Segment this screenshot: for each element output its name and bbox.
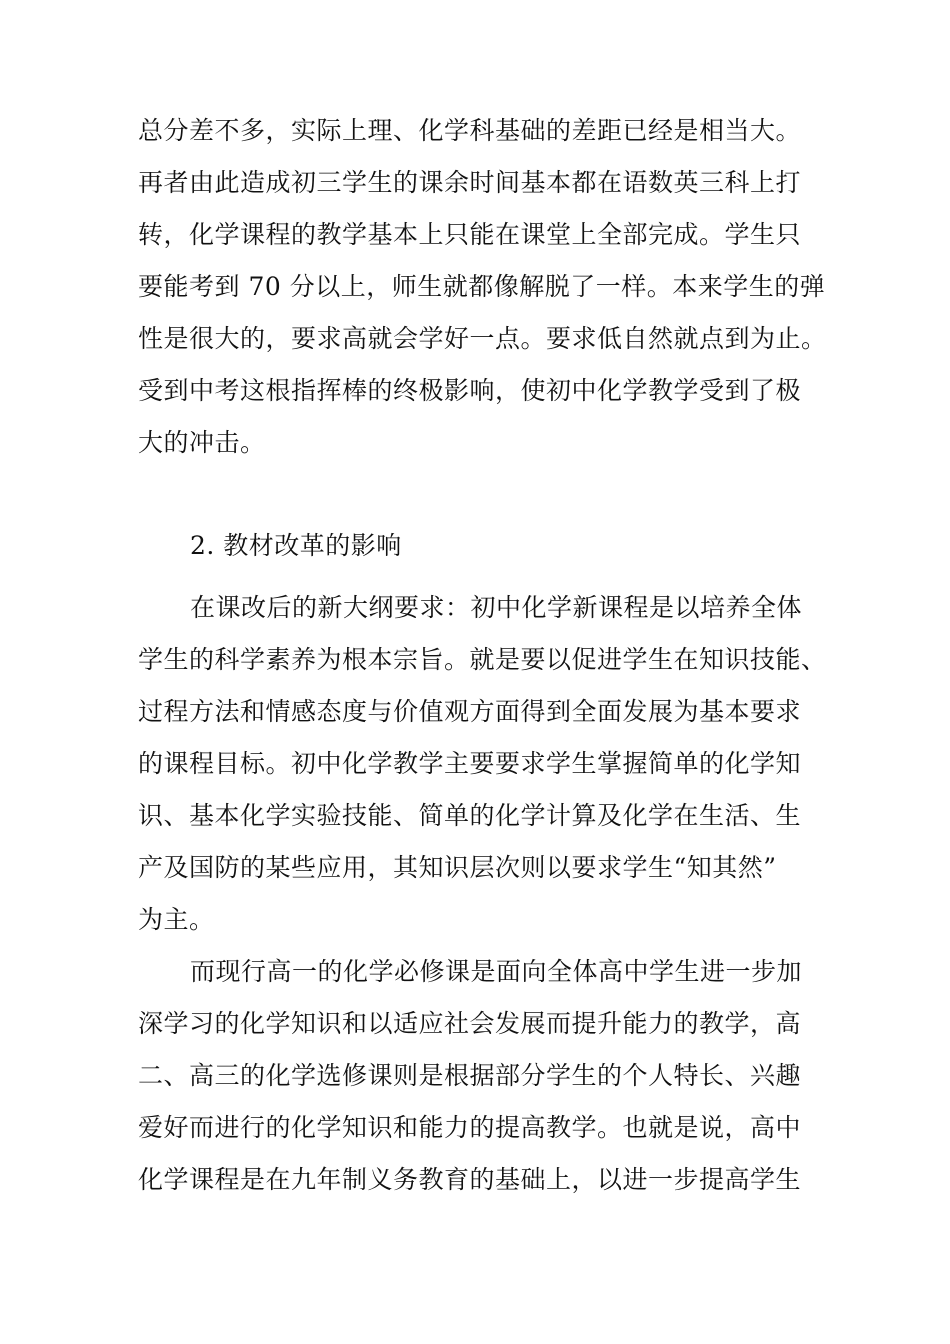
text-line: 的课程目标。初中化学教学主要要求学生掌握简单的化学知 (138, 749, 802, 778)
text-line: 深学习的化学知识和以适应社会发展而提升能力的教学，高 (138, 1009, 802, 1038)
text-line: 要能考到 70 分以上，师生就都像解脱了一样。本来学生的弹 (138, 272, 826, 301)
section-heading: 2. 教材改革的影响 (190, 531, 402, 560)
text-line: 为主。 (138, 905, 215, 934)
text-line: 学生的科学素养为根本宗旨。就是要以促进学生在知识技能、 (138, 645, 827, 674)
text-line: 性是很大的，要求高就会学好一点。要求低自然就点到为止。 (138, 324, 827, 353)
text-line: 总分差不多，实际上理、化学科基础的差距已经是相当大。 (138, 116, 802, 145)
text-line: 再者由此造成初三学生的课余时间基本都在语数英三科上打 (138, 168, 802, 197)
text-line: 过程方法和情感态度与价值观方面得到全面发展为基本要求 (138, 697, 802, 726)
text-line: 二、高三的化学选修课则是根据部分学生的个人特长、兴趣 (138, 1061, 802, 1090)
text-line: 产及国防的某些应用，其知识层次则以要求学生“知其然” (138, 853, 777, 882)
text-line: 转，化学课程的教学基本上只能在课堂上全部完成。学生只 (138, 220, 802, 249)
text-line: 爱好而进行的化学知识和能力的提高教学。也就是说，高中 (138, 1113, 802, 1142)
text-line: 而现行高一的化学必修课是面向全体高中学生进一步加 (190, 957, 803, 986)
text-line: 化学课程是在九年制义务教育的基础上，以进一步提高学生 (138, 1165, 802, 1194)
text-line: 在课改后的新大纲要求：初中化学新课程是以培养全体 (190, 593, 803, 622)
text-line: 大的冲击。 (138, 428, 266, 457)
text-line: 受到中考这根指挥棒的终极影响，使初中化学教学受到了极 (138, 376, 802, 405)
text-line: 识、基本化学实验技能、简单的化学计算及化学在生活、生 (138, 801, 802, 830)
